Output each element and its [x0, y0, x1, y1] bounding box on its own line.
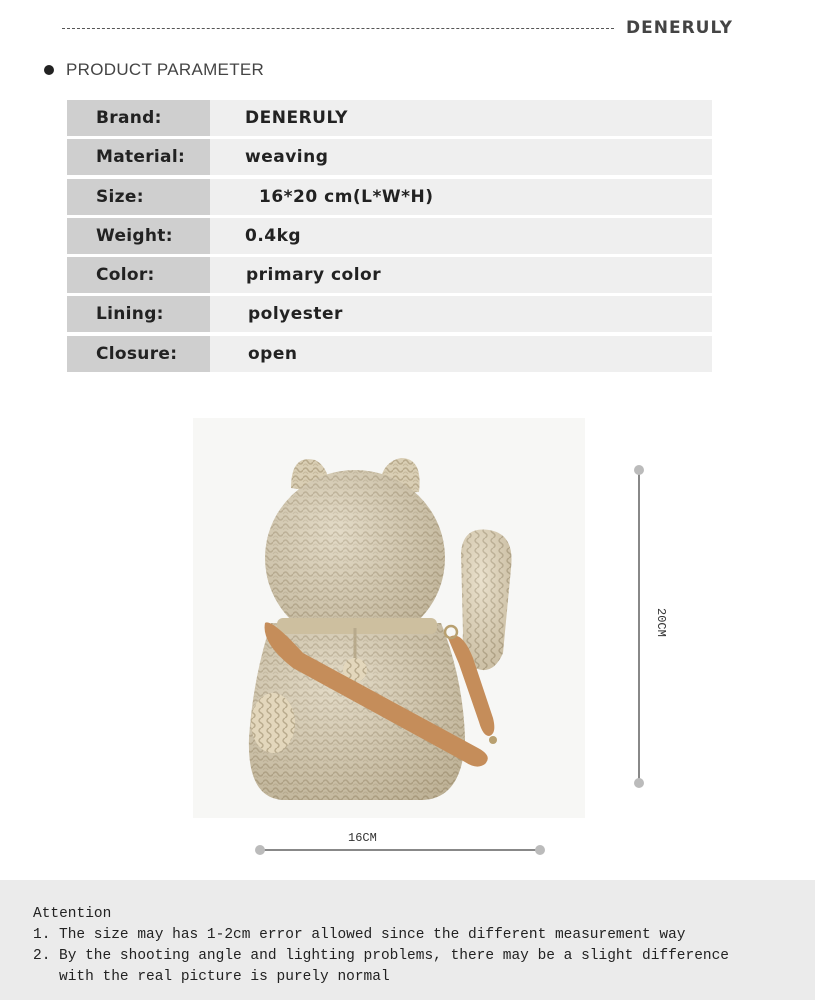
param-label: Size: — [67, 179, 210, 215]
section-title: PRODUCT PARAMETER — [66, 60, 265, 79]
attention-box — [0, 880, 815, 1000]
attention-item-text: By the shooting angle and lighting problems, there may be a slight difference with the real picture is purely normal — [59, 948, 730, 985]
attention-title: Attention — [33, 906, 112, 922]
product-photo — [193, 418, 585, 818]
param-row-lining — [67, 296, 712, 332]
param-label: Color: — [67, 257, 210, 293]
attention-item — [33, 925, 815, 946]
height-dimension-line — [638, 470, 640, 783]
param-value: 0.4kg — [245, 225, 302, 246]
param-value: primary color — [246, 265, 382, 286]
param-value: open — [248, 343, 298, 364]
param-label: Weight: — [67, 218, 210, 254]
param-row-brand — [67, 100, 712, 136]
param-row-material — [67, 139, 712, 175]
woven-cat-bag-image — [193, 418, 585, 818]
width-label: 16CM — [348, 831, 377, 845]
param-label: Lining: — [67, 296, 210, 332]
param-value: 16*20 cm(L*W*H) — [259, 186, 434, 207]
param-value: DENERULY — [245, 108, 348, 128]
width-dimension-line — [260, 849, 540, 851]
section-heading — [44, 60, 264, 80]
attention-item-text: The size may has 1-2cm error allowed since the different measurement way — [59, 927, 686, 943]
attention-item-number: 1. — [33, 927, 51, 943]
param-row-closure — [67, 336, 712, 372]
param-value: polyester — [248, 304, 343, 325]
param-label: Closure: — [67, 336, 210, 372]
parameter-table — [67, 100, 712, 375]
param-row-color — [67, 257, 712, 293]
param-row-weight — [67, 218, 712, 254]
brand-logo: DENERULY — [626, 18, 733, 38]
height-label: 20CM — [654, 608, 668, 637]
param-value: weaving — [245, 147, 329, 168]
param-row-size — [67, 179, 712, 215]
param-label: Brand: — [67, 100, 210, 136]
attention-item — [33, 946, 815, 988]
attention-item-number: 2. — [33, 948, 51, 964]
param-label: Material: — [67, 139, 210, 175]
header-dashed-rule — [62, 28, 614, 29]
bullet-dot-icon — [44, 65, 54, 75]
